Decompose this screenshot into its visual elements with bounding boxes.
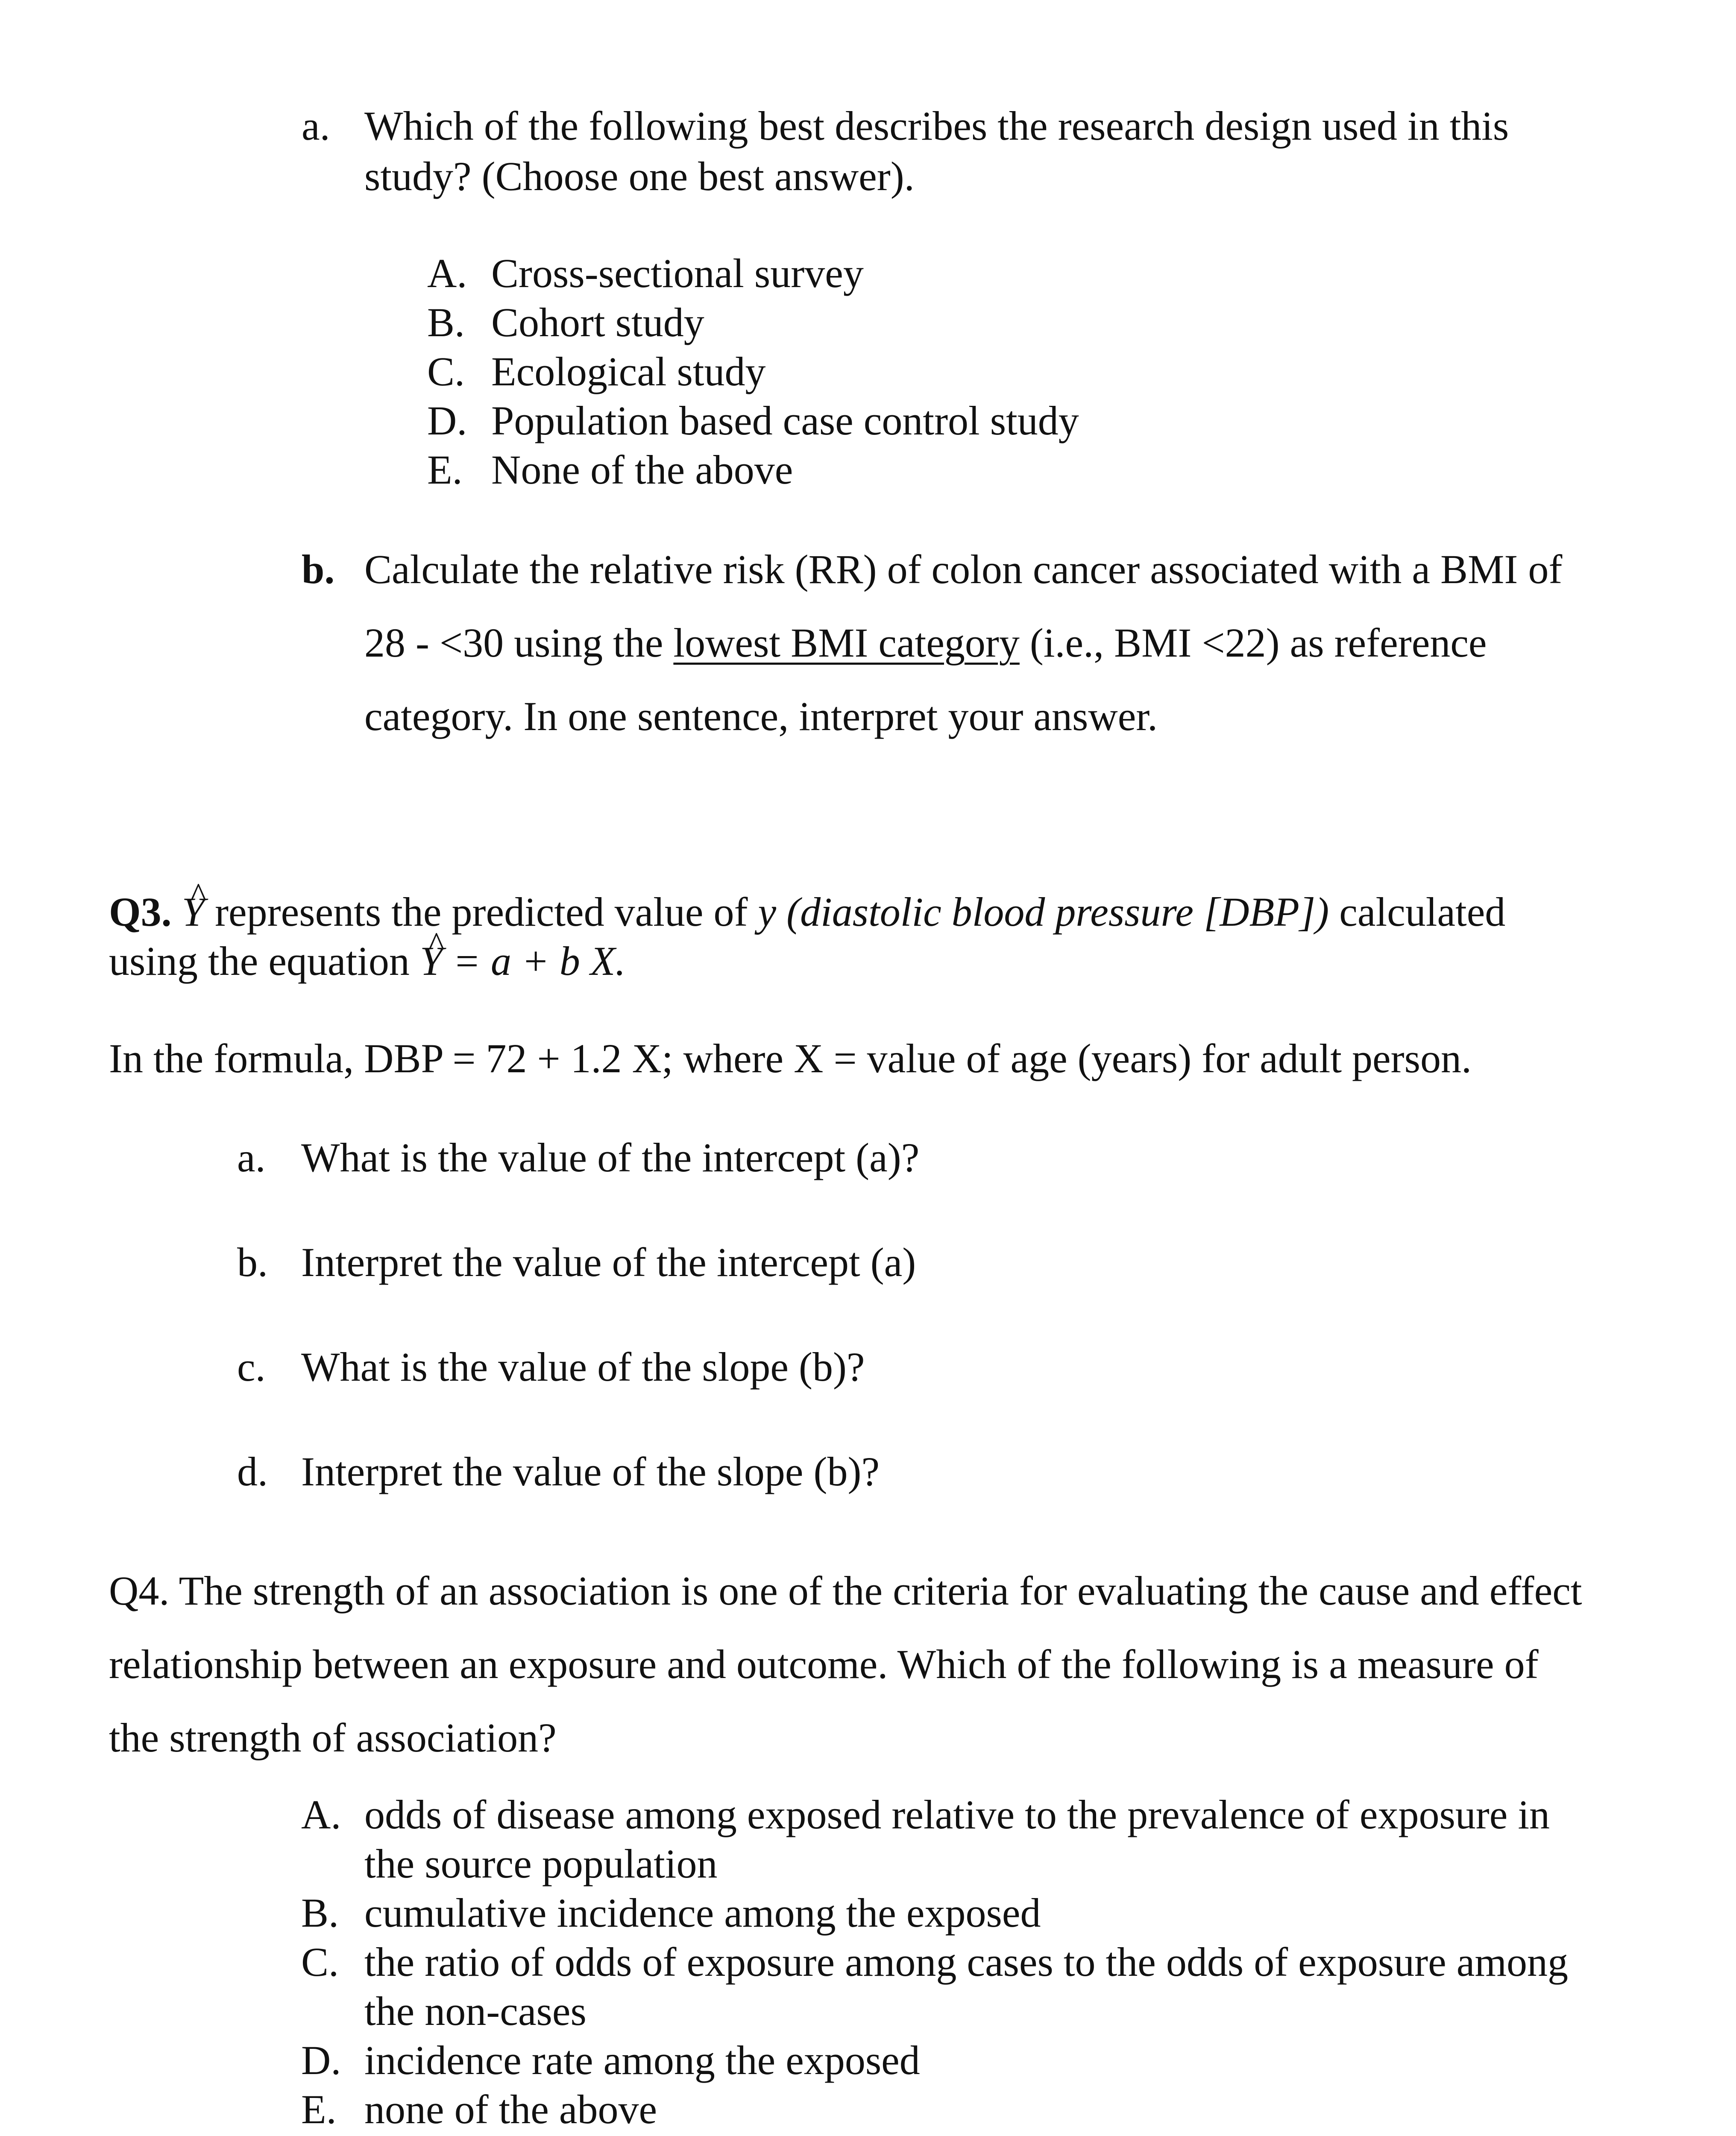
q3-line1-a: represents the predicted value of [205,889,758,935]
q3-line1 [109,887,1505,936]
q2a-option-e-letter: E. [427,447,463,493]
q2a-option-c-letter: C. [427,349,465,394]
q2a-option-d-letter: D. [427,398,467,443]
q2a-option-e: None of the above [491,447,793,493]
q3c-text: What is the value of the slope (b)? [301,1344,865,1390]
q3d-label: d. [237,1449,268,1494]
q4-option-d-line1: incidence rate among the exposed [364,2037,920,2083]
q2b-underlined-term: lowest BMI category [673,620,1020,666]
q2a-option-b-letter: B. [427,299,465,345]
q3-line1-b: calculated [1329,889,1506,935]
q4-line2: relationship between an exposure and outcome. Which of the following is a measure of [109,1641,1539,1687]
q4-option-b-line1: cumulative incidence among the exposed [364,1890,1041,1936]
q3-number: Q3. [109,889,172,935]
q2a-option-a-letter: A. [427,250,467,296]
q2a-question-line1: Which of the following best describes the research design used in this [364,103,1509,149]
q3-line2-a: using the equation [109,938,420,984]
q2b-label: b. [302,546,335,592]
q2a-option-a: Cross-sectional survey [491,250,864,296]
q2a-option-b: Cohort study [491,299,704,345]
q4-option-c-letter: C. [301,1939,339,1985]
q3a-text: What is the value of the intercept (a)? [301,1135,920,1180]
q3d-text: Interpret the value of the slope (b)? [301,1449,880,1494]
q3-formula: In the formula, DBP = 72 + 1.2 X; where X = value of age (years) for adult person. [109,1036,1472,1081]
q3-equation: = a + b X. [443,938,626,984]
q3-yhat-symbol-2: ^ Y [420,936,443,986]
q4-option-a-letter: A. [301,1792,341,1837]
q4-option-a-line2: the source population [364,1841,718,1887]
q2b-line2-post: (i.e., BMI <22) as reference [1019,620,1487,666]
q3-line2 [109,936,625,986]
q3b-label: b. [237,1239,268,1285]
q4-option-d-letter: D. [301,2037,341,2083]
q4-line3: the strength of association? [109,1715,557,1760]
q2a-option-c: Ecological study [491,349,766,394]
q2a-question-line2: study? (Choose one best answer). [364,153,915,199]
q2b-line2 [364,618,1487,667]
q4-option-b-letter: B. [301,1890,339,1936]
q3-line1-y: y (diastolic blood pressure [DBP]) [758,889,1329,935]
q2a-label: a. [302,103,330,149]
q2b-line3: category. In one sentence, interpret your answer. [364,693,1158,739]
q4-option-a-line1: odds of disease among exposed relative to the prevalence of exposure in [364,1792,1550,1837]
q4-line1: Q4. The strength of an association is one of the criteria for evaluating the cause and effect [109,1568,1582,1614]
q4-option-e-letter: E. [301,2086,337,2132]
q3a-label: a. [237,1135,266,1180]
q3-yhat-symbol: ^ Y [182,887,205,936]
q4-option-c-line1: the ratio of odds of exposure among cases to the odds of exposure among [364,1939,1568,1985]
q2b-line2-pre: 28 - <30 using the [364,620,674,666]
q3b-text: Interpret the value of the intercept (a) [301,1239,916,1285]
q4-option-e-line1: none of the above [364,2086,657,2132]
q2a-option-d: Population based case control study [491,398,1079,443]
q4-option-c-line2: the non-cases [364,1988,586,2034]
q2b-line1: Calculate the relative risk (RR) of colon cancer associated with a BMI of [364,546,1563,592]
q3c-label: c. [237,1344,266,1390]
